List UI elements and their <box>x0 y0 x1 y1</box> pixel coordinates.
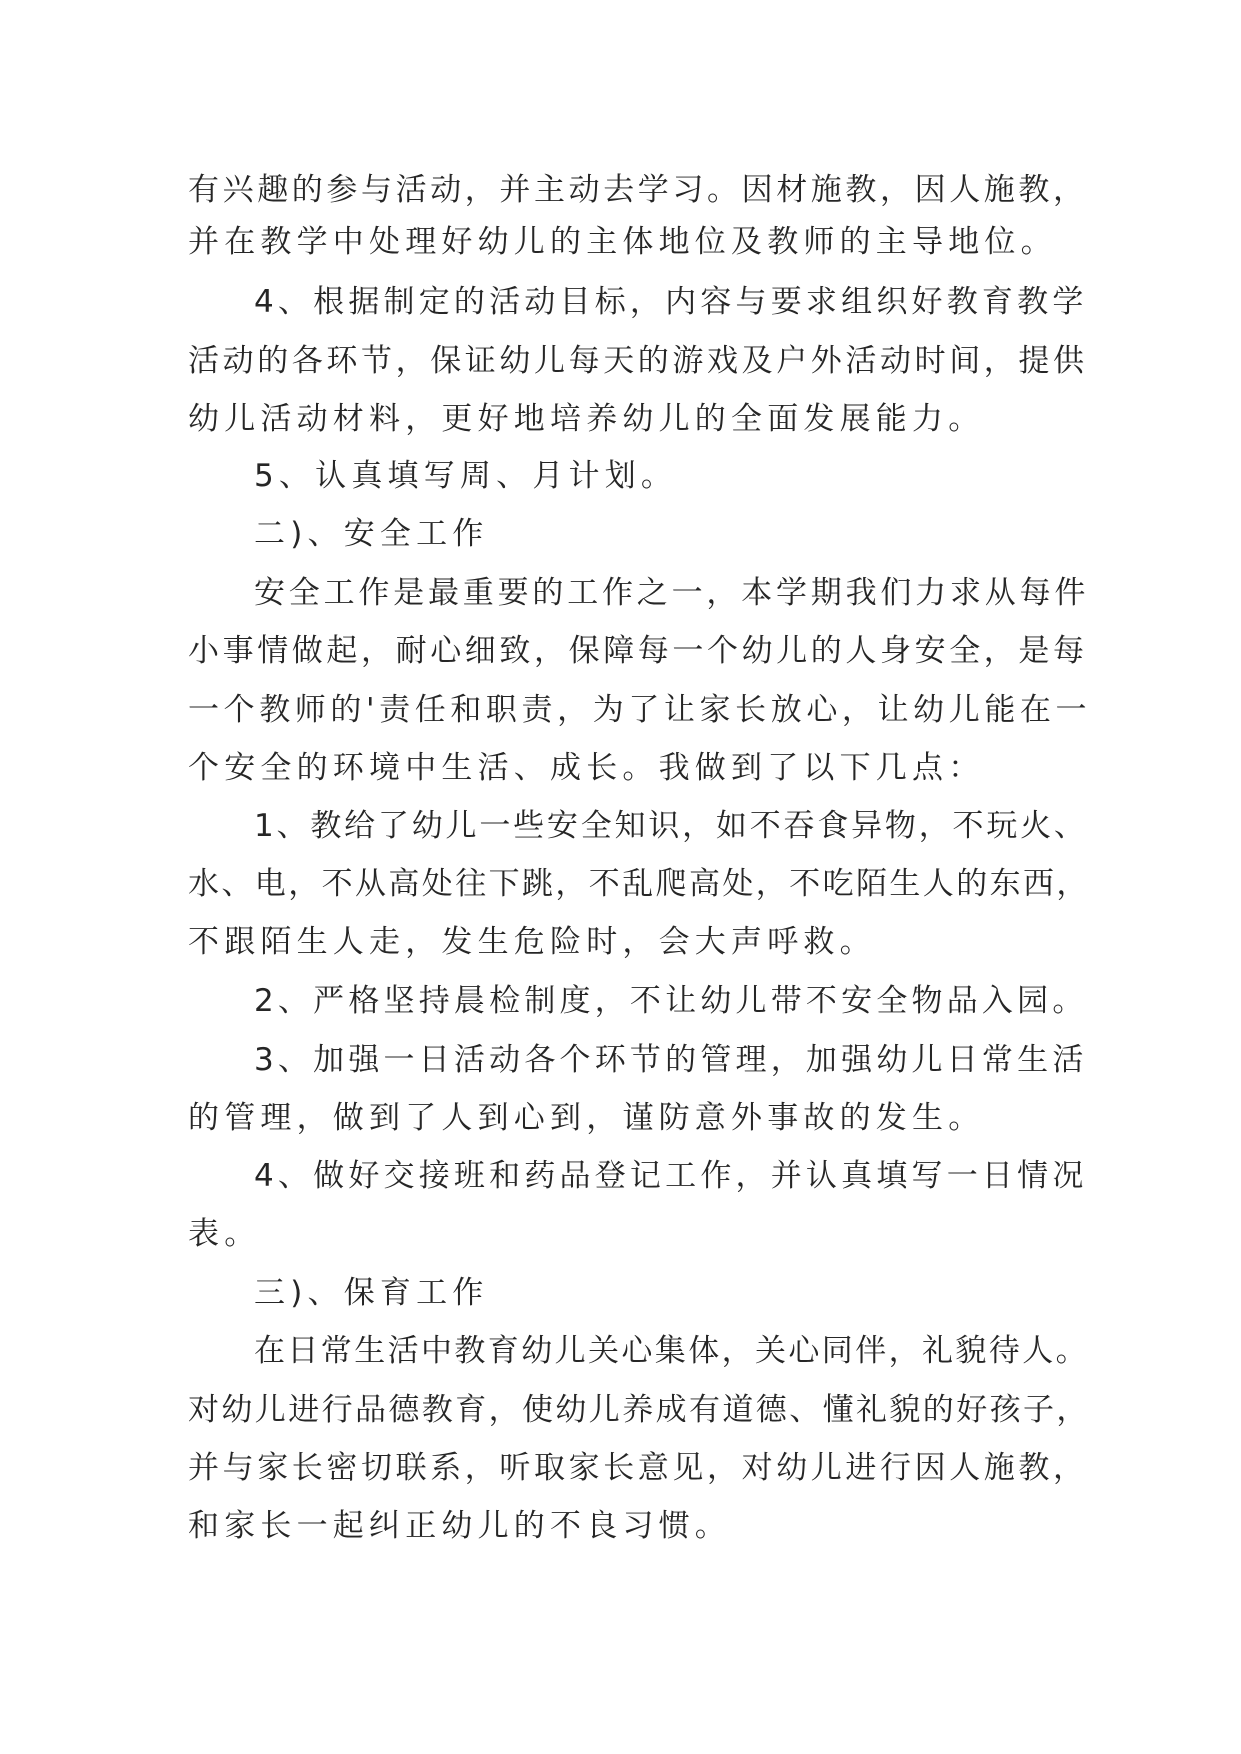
text-line: 在日常生活中教育幼儿关心集体，关心同伴，礼貌待人。 <box>254 1333 1089 1369</box>
text-line: 个安全的环境中生活、成长。我做到了以下几点： <box>188 750 985 786</box>
text-line: 5、认真填写周、月计划。 <box>254 458 678 494</box>
text-line: 有兴趣的参与活动，并主动去学习。因材施教，因人施教， <box>188 172 1088 208</box>
text-line: 幼儿活动材料，更好地培养幼儿的全面发展能力。 <box>188 401 985 437</box>
text-line: 和家长一起纠正幼儿的不良习惯。 <box>188 1508 731 1544</box>
text-line: 4、根据制定的活动目标，内容与要求组织好教育教学 <box>254 284 1088 320</box>
text-line: 水、电，不从高处往下跳，不乱爬高处，不吃陌生人的东西， <box>188 866 1090 902</box>
text-line: 安全工作是最重要的工作之一，本学期我们力求从每件 <box>254 575 1090 611</box>
text-line: 的管理，做到了人到心到，谨防意外事故的发生。 <box>188 1100 985 1136</box>
text-line: 表。 <box>188 1216 261 1252</box>
text-line: 对幼儿进行品德教育，使幼儿养成有道德、懂礼貌的好孩子， <box>188 1392 1090 1428</box>
text-line: 一个教师的'责任和职责，为了让家长放心，让幼儿能在一 <box>188 692 1092 728</box>
text-line: 并在教学中处理好幼儿的主体地位及教师的主导地位。 <box>188 224 1057 260</box>
text-line: 4、做好交接班和药品登记工作，并认真填写一日情况 <box>254 1158 1088 1194</box>
section-heading: 三)、保育工作 <box>254 1275 489 1311</box>
text-line: 1、教给了幼儿一些安全知识，如不吞食异物，不玩火、 <box>254 808 1088 844</box>
text-line: 小事情做起，耐心细致，保障每一个幼儿的人身安全，是每 <box>188 633 1088 669</box>
text-line: 活动的各环节，保证幼儿每天的游戏及户外活动时间，提供 <box>188 343 1088 379</box>
text-line: 并与家长密切联系，听取家长意见，对幼儿进行因人施教， <box>188 1450 1088 1486</box>
text-line: 2、严格坚持晨检制度，不让幼儿带不安全物品入园。 <box>254 983 1088 1019</box>
text-line: 3、加强一日活动各个环节的管理，加强幼儿日常生活 <box>254 1042 1088 1078</box>
section-heading: 二)、安全工作 <box>254 516 489 552</box>
text-line: 不跟陌生人走，发生危险时，会大声呼救。 <box>188 924 876 960</box>
